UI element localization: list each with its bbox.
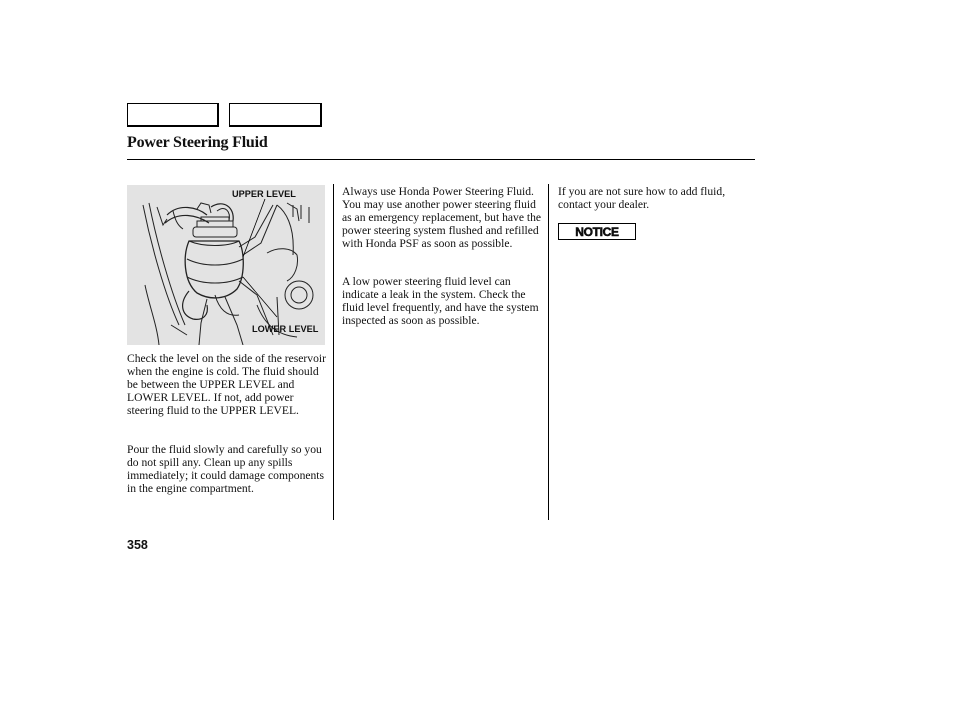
notice-badge: NOTICE: [558, 223, 636, 240]
upper-level-label: UPPER LEVEL: [232, 189, 296, 199]
column-divider: [333, 184, 334, 520]
page-title: Power Steering Fluid: [127, 134, 268, 151]
title-divider: [127, 159, 755, 160]
paragraph-contact-dealer: If you are not sure how to add fluid, contact your dealer.: [558, 185, 726, 211]
nav-tab-2[interactable]: [229, 103, 322, 127]
page-number: 358: [127, 538, 148, 552]
lower-level-label: LOWER LEVEL: [252, 324, 319, 334]
column-divider: [548, 184, 549, 520]
reservoir-drawing: [127, 185, 325, 345]
paragraph-pour-fluid: Pour the fluid slowly and carefully so you do not spill any. Clean up any spills immediately; it could damage components in the engine compartment.: [127, 443, 325, 495]
paragraph-check-level: Check the level on the side of the reservoir when the engine is cold. The fluid should be between the UPPER LEVEL and LOWER LEVEL. If not, add power steering fluid to the UPPER LEVEL.: [127, 352, 326, 417]
paragraph-low-level-leak: A low power steering fluid level can indicate a leak in the system. Check the fluid level frequently, and have the system inspected as soon as possible.: [342, 275, 539, 327]
reservoir-illustration: [127, 185, 325, 345]
nav-tab-1[interactable]: [127, 103, 219, 127]
paragraph-use-honda-psf: Always use Honda Power Steering Fluid. You may use another power steering fluid as an emergency replacement, but have the power steering system flushed and refilled with Honda PSF as soon as possible.: [342, 185, 542, 250]
